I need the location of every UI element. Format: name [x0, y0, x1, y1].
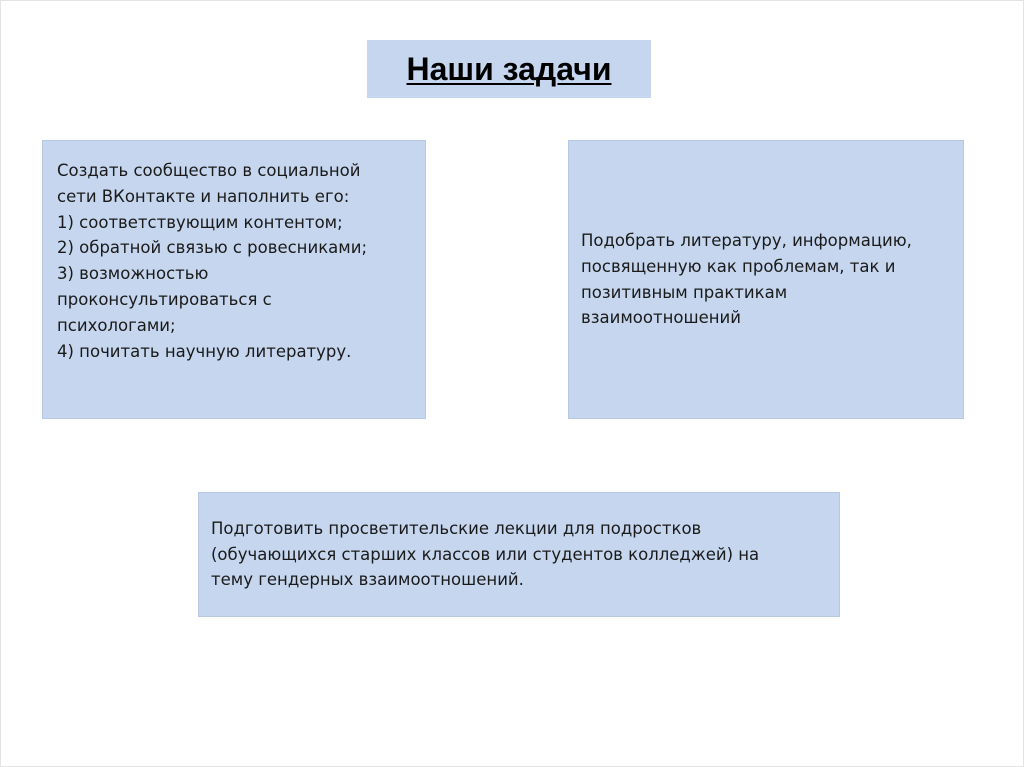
task-vk-line: 4) почитать научную литературу.: [57, 341, 352, 361]
task-box-lectures: [198, 492, 840, 617]
task-vk-line: 2) обратной связью с ровесниками;: [57, 238, 368, 258]
task-lectures-line: Подготовить просветительские лекции для подростков: [211, 518, 702, 538]
task-vk-line: сети ВКонтакте и наполнить его:: [57, 186, 350, 206]
task-literature-line: взаимоотношений: [581, 308, 741, 328]
title-box: [367, 40, 651, 98]
task-lectures-text: [211, 516, 759, 593]
task-box-literature: [568, 140, 964, 419]
task-vk-line: 1) соответствующим контентом;: [57, 212, 343, 232]
task-vk-line: проконсультироваться с: [57, 289, 272, 309]
task-vk-text: [57, 158, 413, 364]
task-lectures-line: (обучающихся старших классов или студентов колледжей) на: [211, 544, 760, 564]
task-vk-line: Создать сообщество в социальной: [57, 161, 361, 180]
task-lectures-line: тему гендерных взаимоотношений.: [211, 570, 524, 590]
task-vk-line: психологами;: [57, 315, 176, 335]
task-literature-line: посвященную как проблемам, так и: [581, 256, 896, 276]
task-vk-line: 3) возможностью: [57, 264, 209, 284]
task-literature-text: [581, 228, 912, 331]
slide-title: Наши задачи: [406, 50, 612, 87]
task-box-vk-community: [42, 140, 426, 419]
task-literature-line: Подобрать литературу, информацию,: [581, 230, 912, 250]
task-literature-line: позитивным практикам: [581, 282, 788, 302]
